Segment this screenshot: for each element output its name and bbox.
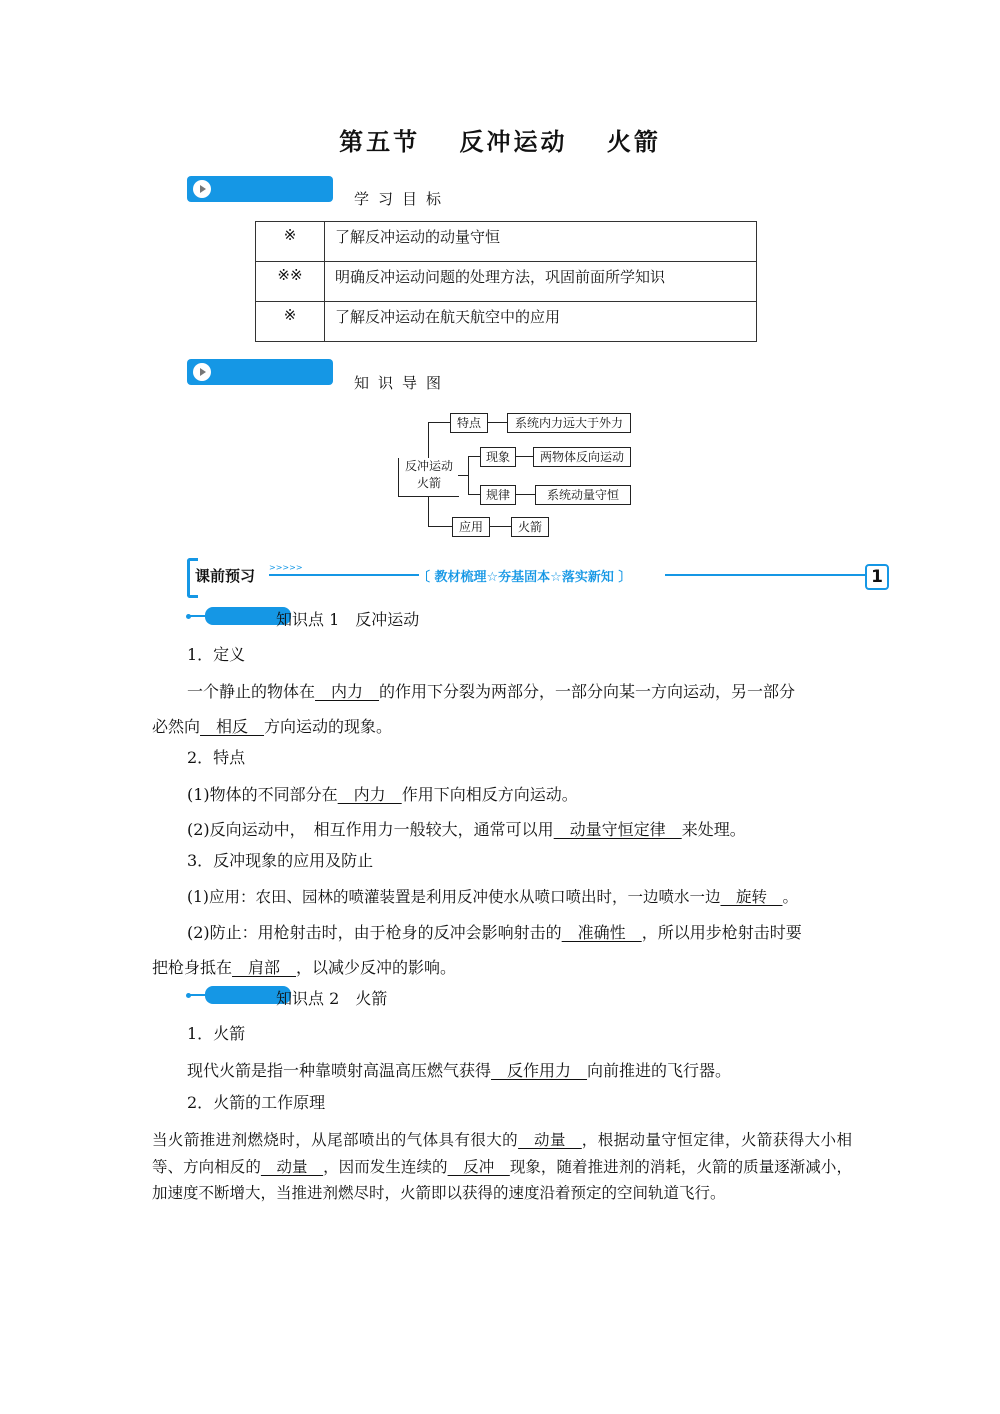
preview-banner xyxy=(187,558,893,594)
text: 现象，随着推进剂的消耗，火箭的质量逐渐减小，加速度不断增大，当推进剂燃尽时，火箭即以获得的速度沿着预定的空间轨道飞行。 xyxy=(152,1157,852,1202)
kp1-s2-item1 xyxy=(187,782,887,805)
mindmap-branch: 应用 xyxy=(452,517,490,537)
mindmap-detail: 系统动量守恒 xyxy=(535,485,631,505)
table-row xyxy=(256,302,757,342)
root-line2: 火箭 xyxy=(416,476,441,490)
text: 必然向 xyxy=(152,717,201,736)
goals-heading: 学习目标 xyxy=(354,190,451,208)
kp1-s2-item2 xyxy=(187,817,887,840)
kp1-heading: 知识点 1 反冲运动 xyxy=(276,610,420,629)
mindmap-branch: 现象 xyxy=(480,447,516,467)
kp1-s2-title: 2．特点 xyxy=(187,748,246,767)
knowledge-mindmap xyxy=(390,400,640,545)
page-title xyxy=(0,122,1000,157)
kp1-s3-item1 xyxy=(187,885,867,907)
text: 。 xyxy=(782,888,798,906)
kp1-s1-paragraph-2 xyxy=(152,714,852,737)
kp1-s3-item2 xyxy=(187,920,867,943)
banner-center-text: 〔 教材梳理☆夯基固本☆落实新知 〕 xyxy=(417,570,632,585)
text: 向前推进的飞行器。 xyxy=(587,1061,732,1080)
text: 的作用下分裂为两部分，一部分向某一方向运动，另一部分 xyxy=(379,682,796,701)
root-line1: 反冲运动 xyxy=(404,459,453,473)
text: 方向运动的现象。 xyxy=(264,717,393,736)
fill-blank: 相反 xyxy=(200,717,265,736)
kp2-s1-title: 1．火箭 xyxy=(187,1024,246,1043)
play-icon xyxy=(193,363,211,381)
text: 作用下向相反方向运动。 xyxy=(401,785,578,804)
text: (1)应用：农田、园林的喷灌装置是利用反冲使水从喷口喷出时，一边喷水一边 xyxy=(187,888,721,906)
fill-blank: 动量 xyxy=(260,1157,324,1176)
text: (2)防止：用枪射击时，由于枪身的反冲会影响射击的 xyxy=(187,923,562,942)
goal-text: 了解反冲运动的动量守恒 xyxy=(325,222,757,262)
title-subtopic: 火箭 xyxy=(606,127,661,156)
fill-blank: 反作用力 xyxy=(491,1061,588,1080)
title-topic: 反冲运动 xyxy=(459,127,568,156)
text: ，以减少反冲的影响。 xyxy=(296,958,457,977)
goal-level: ※ xyxy=(256,302,325,342)
text: ，根据动量守恒定律，火箭获得大小相等、方向相反的 xyxy=(152,1131,852,1176)
banner-arrows: >>>>> xyxy=(269,563,303,572)
text: 一个静止的物体在 xyxy=(187,682,316,701)
kp2-heading: 知识点 2 火箭 xyxy=(276,989,388,1008)
text: (2)反向运动中， 相互作用力一般较大，通常可以用 xyxy=(187,820,554,839)
goals-section-bar xyxy=(187,176,333,202)
kp2-s2-paragraph xyxy=(152,1127,852,1207)
banner-number: 1 xyxy=(865,564,889,590)
mindmap-detail: 系统内力远大于外力 xyxy=(507,413,631,433)
goals-table xyxy=(255,221,757,342)
fill-blank: 反冲 xyxy=(447,1157,510,1176)
banner-label: 课前预习 xyxy=(195,567,256,585)
mindmap-heading: 知识导图 xyxy=(354,374,451,392)
goal-level: ※※ xyxy=(256,262,325,302)
kp1-s1-paragraph xyxy=(152,679,852,702)
fill-blank: 准确性 xyxy=(561,923,642,942)
goal-text: 了解反冲运动在航天航空中的应用 xyxy=(325,302,757,342)
title-section: 第五节 xyxy=(339,127,421,156)
text: 把枪身抵在 xyxy=(152,958,233,977)
mindmap-branch: 规律 xyxy=(480,485,516,505)
kp2-s2-title: 2．火箭的工作原理 xyxy=(187,1093,326,1112)
text: ，因而发生连续的 xyxy=(323,1157,448,1176)
play-icon xyxy=(193,180,211,198)
fill-blank: 动量守恒定律 xyxy=(553,820,682,839)
text: ，所以用步枪射击时要 xyxy=(641,923,802,942)
text: (1)物体的不同部分在 xyxy=(187,785,338,804)
fill-blank: 肩部 xyxy=(232,958,297,977)
mindmap-branch: 特点 xyxy=(450,413,488,433)
fill-blank: 旋转 xyxy=(720,888,783,906)
mindmap-root xyxy=(398,458,459,497)
text: 来处理。 xyxy=(681,820,746,839)
kp2-s1-paragraph xyxy=(187,1058,887,1081)
kp1-s3-title: 3．反冲现象的应用及防止 xyxy=(187,851,374,870)
mindmap-section-bar xyxy=(187,359,333,385)
fill-blank: 内力 xyxy=(337,785,402,804)
table-row xyxy=(256,222,757,262)
table-row xyxy=(256,262,757,302)
fill-blank: 内力 xyxy=(315,682,380,701)
goal-text: 明确反冲运动问题的处理方法，巩固前面所学知识 xyxy=(325,262,757,302)
mindmap-detail: 火箭 xyxy=(511,517,549,537)
text: 当火箭推进剂燃烧时，从尾部喷出的气体具有很大的 xyxy=(152,1131,519,1149)
goal-level: ※ xyxy=(256,222,325,262)
text: 现代火箭是指一种靠喷射高温高压燃气获得 xyxy=(187,1061,492,1080)
fill-blank: 动量 xyxy=(518,1131,582,1149)
mindmap-detail: 两物体反向运动 xyxy=(533,447,631,467)
kp1-s3-item2-cont xyxy=(152,955,852,978)
kp1-s1-title: 1．定义 xyxy=(187,645,246,664)
